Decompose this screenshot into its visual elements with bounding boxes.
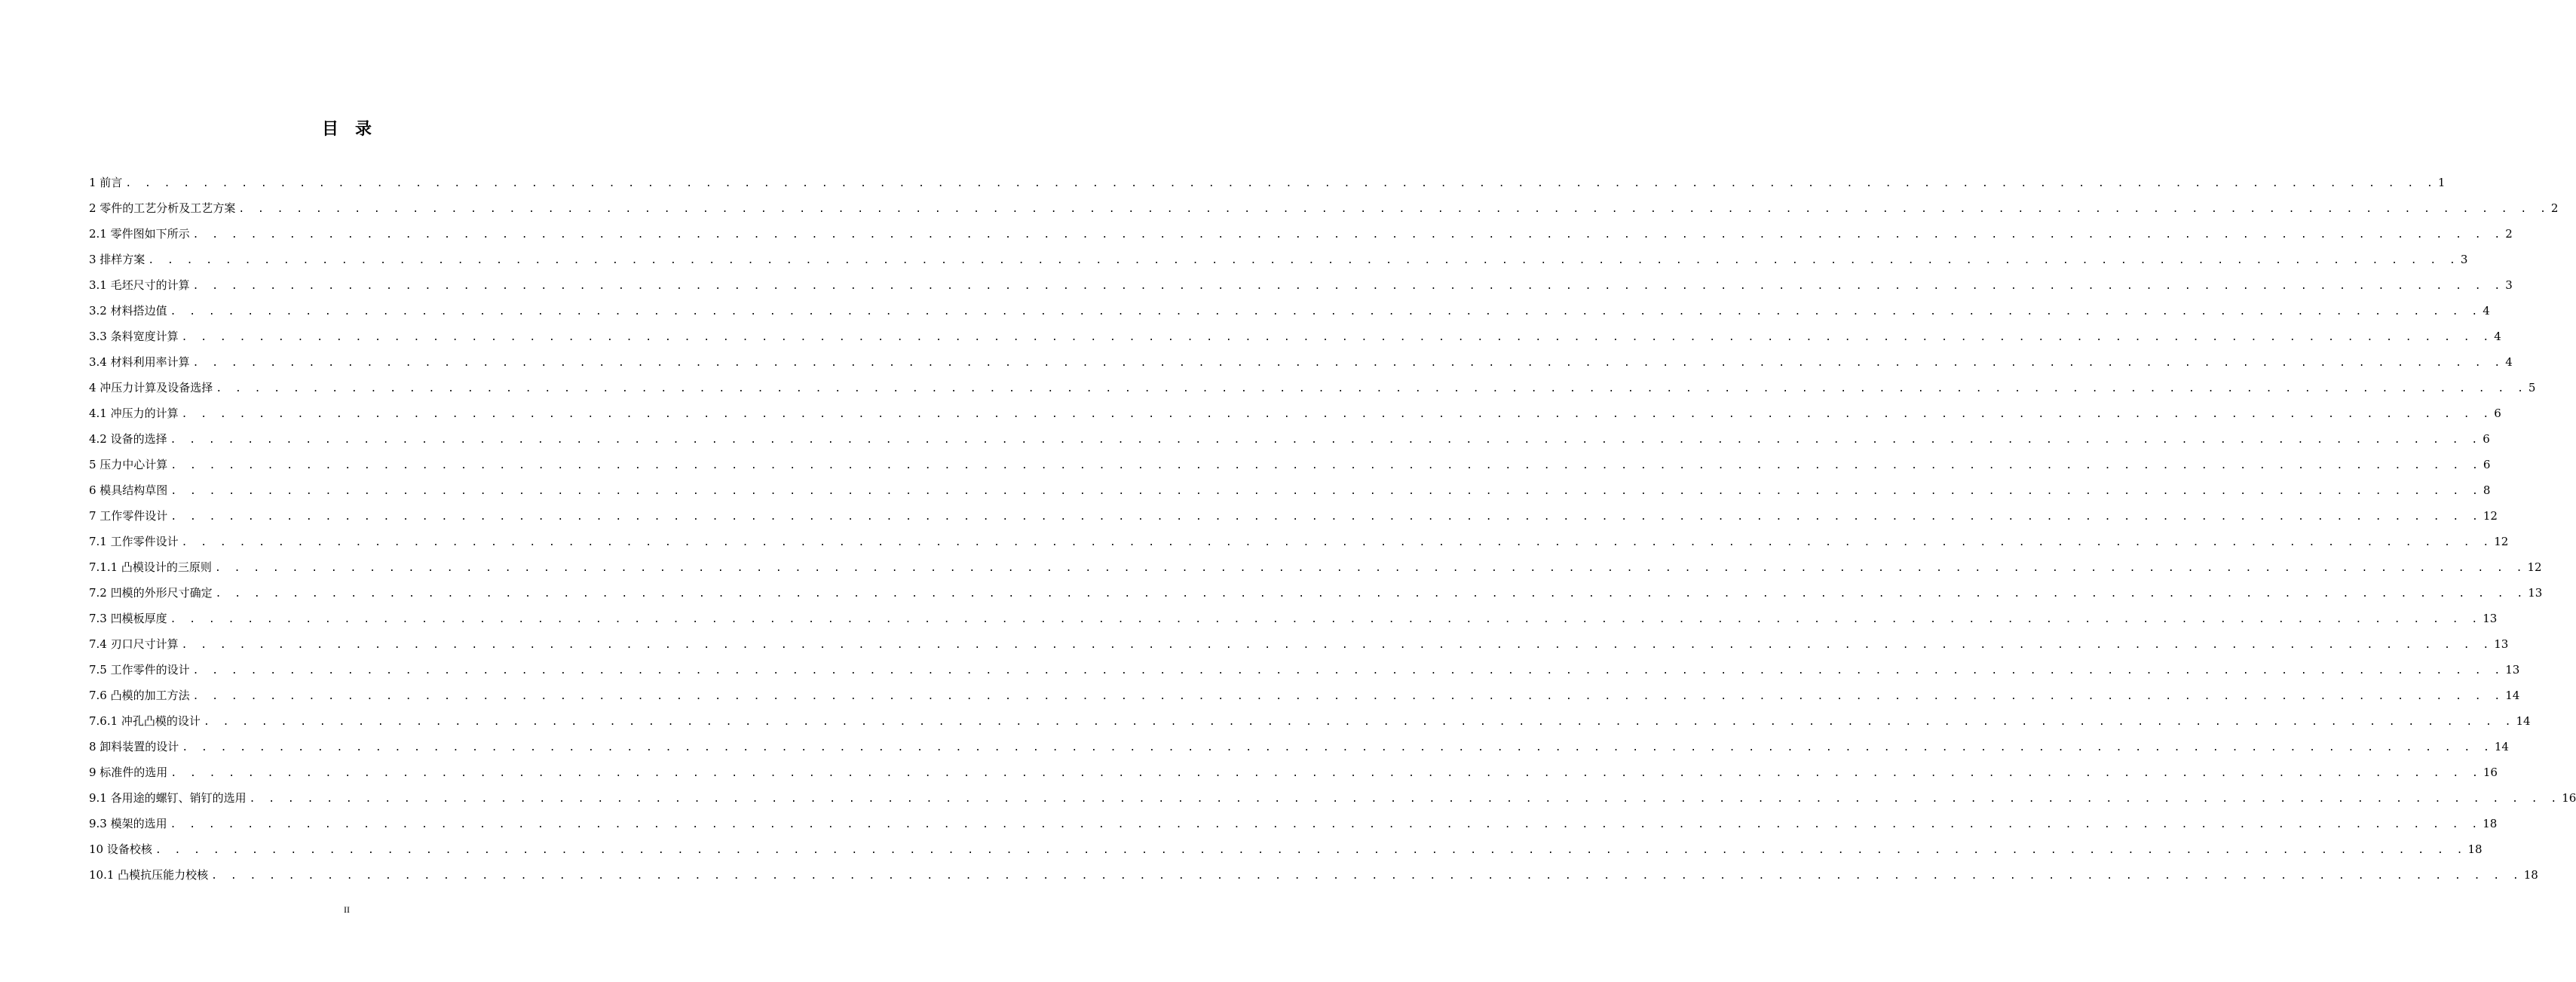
- toc-entry-label: 6 模具结构草图: [89, 483, 168, 497]
- toc-entry-page: 5: [2528, 381, 2536, 394]
- toc-entry-label: 3.1 毛坯尺寸的计算: [89, 278, 190, 292]
- toc-entry[interactable]: [89, 324, 2501, 349]
- toc-entry-label: 4.2 设备的选择: [89, 432, 167, 446]
- toc-entry-page: 6: [2483, 432, 2490, 446]
- page-title: [0, 117, 694, 143]
- toc-dot-leader: . . . . . . . . . . . . . . . . . . . . . . . . . . . . . . . . . . . . . . . . . . . . . . . . . . . . . . . . . . . . . . . . . . . . . . . . . . . . . . . . . . . . . . . . . . . . . . . . . . . . . . . . . . . . . . . . . . . . . . . .: [148, 255, 2459, 266]
- toc-entry-page: 18: [2467, 842, 2483, 856]
- toc-entry[interactable]: [89, 836, 2483, 862]
- toc-entry-label: 8 卸料装置的设计: [89, 740, 179, 753]
- toc-entry[interactable]: [89, 760, 2498, 785]
- toc-dot-leader: . . . . . . . . . . . . . . . . . . . . . . . . . . . . . . . . . . . . . . . . . . . . . . . . . . . . . . . . . . . . . . . . . . . . . . . . . . . . . . . . . . . . . . . . . . . . . . . . . . . . . . . . . . . . . . . . . . . . . . . .: [182, 742, 2493, 753]
- toc-entry[interactable]: [89, 631, 2509, 657]
- toc-entry-page: 12: [2527, 560, 2542, 574]
- toc-dot-leader: . . . . . . . . . . . . . . . . . . . . . . . . . . . . . . . . . . . . . . . . . . . . . . . . . . . . . . . . . . . . . . . . . . . . . . . . . . . . . . . . . . . . . . . . . . . . . . . . . . . . . . . . . . . . . . . . . . . . . . . .: [170, 614, 2482, 625]
- toc-dot-leader: . . . . . . . . . . . . . . . . . . . . . . . . . . . . . . . . . . . . . . . . . . . . . . . . . . . . . . . . . . . . . . . . . . . . . . . . . . . . . . . . . . . . . . . . . . . . . . . . . . . . . . . . . . . . . . . . . . . . . . . .: [192, 665, 2504, 677]
- toc-entry-label: 10.1 凸模抗压能力校核: [89, 868, 209, 882]
- toc-entry-label: 3.2 材料搭边值: [89, 304, 167, 318]
- toc-entry-label: 2 零件的工艺分析及工艺方案: [89, 201, 236, 215]
- toc-entry-label: 1 前言: [89, 176, 123, 189]
- toc-dot-leader: . . . . . . . . . . . . . . . . . . . . . . . . . . . . . . . . . . . . . . . . . . . . . . . . . . . . . . . . . . . . . . . . . . . . . . . . . . . . . . . . . . . . . . . . . . . . . . . . . . . . . . . . . . . . . . . . . . . . . . . .: [181, 332, 2493, 343]
- toc-entry-label: 3.4 材料利用率计算: [89, 355, 190, 369]
- toc-entry[interactable]: [89, 349, 2513, 375]
- toc-entry-label: 10 设备校核: [89, 842, 152, 856]
- toc-entry-page: 4: [2483, 304, 2490, 318]
- toc-entry[interactable]: [89, 606, 2498, 631]
- toc-dot-leader: . . . . . . . . . . . . . . . . . . . . . . . . . . . . . . . . . . . . . . . . . . . . . . . . . . . . . . . . . . . . . . . . . . . . . . . . . . . . . . . . . . . . . . . . . . . . . . . . . . . . . . . . . . . . . . . . . . . . . . . .: [192, 691, 2504, 702]
- toc-dot-leader: . . . . . . . . . . . . . . . . . . . . . . . . . . . . . . . . . . . . . . . . . . . . . . . . . . . . . . . . . . . . . . . . . . . . . . . . . . . . . . . . . . . . . . . . . . . . . . . . . . . . . . . . . . . . . . . . . . . . . . . .: [181, 409, 2493, 420]
- toc-entry[interactable]: [89, 708, 2531, 734]
- toc-entry-label: 9 标准件的选用: [89, 766, 168, 779]
- toc-dot-leader: . . . . . . . . . . . . . . . . . . . . . . . . . . . . . . . . . . . . . . . . . . . . . . . . . . . . . . . . . . . . . . . . . . . . . . . . . . . . . . . . . . . . . . . . . . . . . . . . . . . . . . . . . . . . . . . . . . . . . . . .: [216, 383, 2527, 394]
- toc-entry[interactable]: [89, 785, 2576, 811]
- toc-dot-leader: . . . . . . . . . . . . . . . . . . . . . . . . . . . . . . . . . . . . . . . . . . . . . . . . . . . . . . . . . . . . . . . . . . . . . . . . . . . . . . . . . . . . . . . . . . . . . . . . . . . . . . . . . . . . . . . . . . . . . . . .: [211, 870, 2522, 882]
- toc-entry[interactable]: [89, 503, 2498, 529]
- toc-entry-label: 3.3 条料宽度计算: [89, 330, 179, 343]
- toc-entry[interactable]: [89, 811, 2498, 836]
- toc-dot-leader: . . . . . . . . . . . . . . . . . . . . . . . . . . . . . . . . . . . . . . . . . . . . . . . . . . . . . . . . . . . . . . . . . . . . . . . . . . . . . . . . . . . . . . . . . . . . . . . . . . . . . . . . . . . . . . . . . . . . . . . .: [238, 204, 2550, 215]
- toc-entry[interactable]: [89, 247, 2468, 272]
- toc-entry-label: 4.1 冲压力的计算: [89, 407, 179, 420]
- toc-entry-page: 12: [2483, 509, 2498, 523]
- toc-entry[interactable]: [89, 734, 2509, 760]
- toc-entry-page: 2: [2550, 201, 2559, 215]
- toc-dot-leader: . . . . . . . . . . . . . . . . . . . . . . . . . . . . . . . . . . . . . . . . . . . . . . . . . . . . . . . . . . . . . . . . . . . . . . . . . . . . . . . . . . . . . . . . . . . . . . . . . . . . . . . . . . . . . . . . . . . . . . . .: [192, 281, 2504, 292]
- toc-entry[interactable]: [89, 580, 2543, 606]
- toc-dot-leader: . . . . . . . . . . . . . . . . . . . . . . . . . . . . . . . . . . . . . . . . . . . . . . . . . . . . . . . . . . . . . . . . . . . . . . . . . . . . . . . . . . . . . . . . . . . . . . . . . . . . . . . . . . . . . . . . . . . . . . . .: [170, 306, 2482, 318]
- toc-entry-label: 7.2 凹模的外形尺寸确定: [89, 586, 213, 600]
- toc-dot-leader: . . . . . . . . . . . . . . . . . . . . . . . . . . . . . . . . . . . . . . . . . . . . . . . . . . . . . . . . . . . . . . . . . . . . . . . . . . . . . . . . . . . . . . . . . . . . . . . . . . . . . . . . . . . . . . . . . . . . . . . .: [125, 178, 2437, 189]
- toc-dot-leader: . . . . . . . . . . . . . . . . . . . . . . . . . . . . . . . . . . . . . . . . . . . . . . . . . . . . . . . . . . . . . . . . . . . . . . . . . . . . . . . . . . . . . . . . . . . . . . . . . . . . . . . . . . . . . . . . . . . . . . . .: [170, 434, 2482, 446]
- toc-entry[interactable]: [89, 554, 2542, 580]
- toc-entry-page: 4: [2494, 330, 2501, 343]
- toc-dot-leader: . . . . . . . . . . . . . . . . . . . . . . . . . . . . . . . . . . . . . . . . . . . . . . . . . . . . . . . . . . . . . . . . . . . . . . . . . . . . . . . . . . . . . . . . . . . . . . . . . . . . . . . . . . . . . . . . . . . . . . . .: [170, 768, 2482, 779]
- toc-entry-label: 7.6 凸模的加工方法: [89, 689, 190, 702]
- page-number: II: [344, 904, 350, 915]
- toc-entry-page: 14: [2516, 714, 2531, 728]
- toc-entry[interactable]: [89, 452, 2491, 477]
- toc-entry-label: 7.1 工作零件设计: [89, 535, 179, 548]
- page-title-char-2: 录: [355, 120, 372, 139]
- toc-entry[interactable]: [89, 272, 2513, 298]
- toc-entry[interactable]: [89, 862, 2538, 888]
- toc-entry-page: 18: [2523, 868, 2538, 882]
- toc-entry-page: 12: [2494, 535, 2509, 548]
- toc-entry[interactable]: [89, 683, 2520, 708]
- toc-entry[interactable]: [89, 657, 2520, 683]
- toc-entry-label: 7.5 工作零件的设计: [89, 663, 190, 677]
- toc-entry-page: 14: [2505, 689, 2520, 702]
- toc-dot-leader: . . . . . . . . . . . . . . . . . . . . . . . . . . . . . . . . . . . . . . . . . . . . . . . . . . . . . . . . . . . . . . . . . . . . . . . . . . . . . . . . . . . . . . . . . . . . . . . . . . . . . . . . . . . . . . . . . . . . . . . .: [181, 537, 2493, 548]
- toc-dot-leader: . . . . . . . . . . . . . . . . . . . . . . . . . . . . . . . . . . . . . . . . . . . . . . . . . . . . . . . . . . . . . . . . . . . . . . . . . . . . . . . . . . . . . . . . . . . . . . . . . . . . . . . . . . . . . . . . . . . . . . . .: [214, 563, 2526, 574]
- toc-entry-page: 13: [2528, 586, 2543, 600]
- toc-dot-leader: . . . . . . . . . . . . . . . . . . . . . . . . . . . . . . . . . . . . . . . . . . . . . . . . . . . . . . . . . . . . . . . . . . . . . . . . . . . . . . . . . . . . . . . . . . . . . . . . . . . . . . . . . . . . . . . . . . . . . . . .: [215, 588, 2527, 600]
- toc-dot-leader: . . . . . . . . . . . . . . . . . . . . . . . . . . . . . . . . . . . . . . . . . . . . . . . . . . . . . . . . . . . . . . . . . . . . . . . . . . . . . . . . . . . . . . . . . . . . . . . . . . . . . . . . . . . . . . . . . . . . . . . .: [170, 460, 2482, 471]
- toc-entry-page: 2: [2505, 227, 2513, 241]
- table-of-contents: [89, 170, 2576, 888]
- toc-entry-page: 16: [2483, 766, 2498, 779]
- toc-entry-label: 7.6.1 冲孔凸模的设计: [89, 714, 201, 728]
- toc-dot-leader: . . . . . . . . . . . . . . . . . . . . . . . . . . . . . . . . . . . . . . . . . . . . . . . . . . . . . . . . . . . . . . . . . . . . . . . . . . . . . . . . . . . . . . . . . . . . . . . . . . . . . . . . . . . . . . . . . . . . . . . .: [249, 793, 2561, 805]
- toc-entry-page: 13: [2505, 663, 2520, 677]
- toc-dot-leader: . . . . . . . . . . . . . . . . . . . . . . . . . . . . . . . . . . . . . . . . . . . . . . . . . . . . . . . . . . . . . . . . . . . . . . . . . . . . . . . . . . . . . . . . . . . . . . . . . . . . . . . . . . . . . . . . . . . . . . . .: [170, 486, 2482, 497]
- toc-entry[interactable]: [89, 477, 2491, 503]
- toc-entry-page: 18: [2483, 817, 2498, 830]
- toc-entry-page: 6: [2483, 458, 2491, 471]
- toc-entry-label: 7 工作零件设计: [89, 509, 168, 523]
- toc-entry[interactable]: [89, 400, 2501, 426]
- toc-dot-leader: . . . . . . . . . . . . . . . . . . . . . . . . . . . . . . . . . . . . . . . . . . . . . . . . . . . . . . . . . . . . . . . . . . . . . . . . . . . . . . . . . . . . . . . . . . . . . . . . . . . . . . . . . . . . . . . . . . . . . . . .: [203, 717, 2515, 728]
- toc-entry[interactable]: [89, 170, 2446, 195]
- page-title-char-1: 目: [321, 120, 338, 139]
- toc-entry-label: 9.1 各用途的螺钉、销钉的选用: [89, 791, 247, 805]
- toc-entry-page: 8: [2483, 483, 2491, 497]
- toc-dot-leader: . . . . . . . . . . . . . . . . . . . . . . . . . . . . . . . . . . . . . . . . . . . . . . . . . . . . . . . . . . . . . . . . . . . . . . . . . . . . . . . . . . . . . . . . . . . . . . . . . . . . . . . . . . . . . . . . . . . . . . . .: [170, 511, 2482, 523]
- toc-entry-page: 13: [2494, 637, 2509, 651]
- toc-entry[interactable]: [89, 529, 2509, 554]
- toc-dot-leader: . . . . . . . . . . . . . . . . . . . . . . . . . . . . . . . . . . . . . . . . . . . . . . . . . . . . . . . . . . . . . . . . . . . . . . . . . . . . . . . . . . . . . . . . . . . . . . . . . . . . . . . . . . . . . . . . . . . . . . . .: [181, 640, 2493, 651]
- toc-entry-page: 4: [2505, 355, 2513, 369]
- toc-entry[interactable]: [89, 221, 2513, 247]
- toc-entry[interactable]: [89, 426, 2490, 452]
- toc-entry-label: 3 排样方案: [89, 253, 145, 266]
- toc-entry-label: 7.3 凹模板厚度: [89, 612, 167, 625]
- toc-entry-label: 7.1.1 凸模设计的三原则: [89, 560, 212, 574]
- toc-entry-label: 4 冲压力计算及设备选择: [89, 381, 213, 394]
- toc-entry-page: 1: [2437, 176, 2446, 189]
- toc-dot-leader: . . . . . . . . . . . . . . . . . . . . . . . . . . . . . . . . . . . . . . . . . . . . . . . . . . . . . . . . . . . . . . . . . . . . . . . . . . . . . . . . . . . . . . . . . . . . . . . . . . . . . . . . . . . . . . . . . . . . . . . .: [192, 229, 2504, 241]
- toc-entry-label: 5 压力中心计算: [89, 458, 168, 471]
- toc-dot-leader: . . . . . . . . . . . . . . . . . . . . . . . . . . . . . . . . . . . . . . . . . . . . . . . . . . . . . . . . . . . . . . . . . . . . . . . . . . . . . . . . . . . . . . . . . . . . . . . . . . . . . . . . . . . . . . . . . . . . . . . .: [192, 358, 2504, 369]
- toc-entry-page: 16: [2562, 791, 2576, 805]
- toc-dot-leader: . . . . . . . . . . . . . . . . . . . . . . . . . . . . . . . . . . . . . . . . . . . . . . . . . . . . . . . . . . . . . . . . . . . . . . . . . . . . . . . . . . . . . . . . . . . . . . . . . . . . . . . . . . . . . . . . . . . . . . . .: [155, 845, 2467, 856]
- toc-entry-page: 3: [2460, 253, 2468, 266]
- toc-entry-page: 13: [2483, 612, 2498, 625]
- toc-entry-page: 3: [2505, 278, 2513, 292]
- toc-entry-label: 9.3 模架的选用: [89, 817, 167, 830]
- toc-entry[interactable]: [89, 298, 2490, 324]
- toc-dot-leader: . . . . . . . . . . . . . . . . . . . . . . . . . . . . . . . . . . . . . . . . . . . . . . . . . . . . . . . . . . . . . . . . . . . . . . . . . . . . . . . . . . . . . . . . . . . . . . . . . . . . . . . . . . . . . . . . . . . . . . . .: [170, 819, 2482, 830]
- toc-entry-page: 14: [2494, 740, 2509, 753]
- toc-entry-label: 2.1 零件图如下所示: [89, 227, 190, 241]
- toc-entry[interactable]: [89, 375, 2536, 400]
- toc-entry[interactable]: [89, 195, 2559, 221]
- toc-entry-label: 7.4 刃口尺寸计算: [89, 637, 179, 651]
- toc-entry-page: 6: [2494, 407, 2501, 420]
